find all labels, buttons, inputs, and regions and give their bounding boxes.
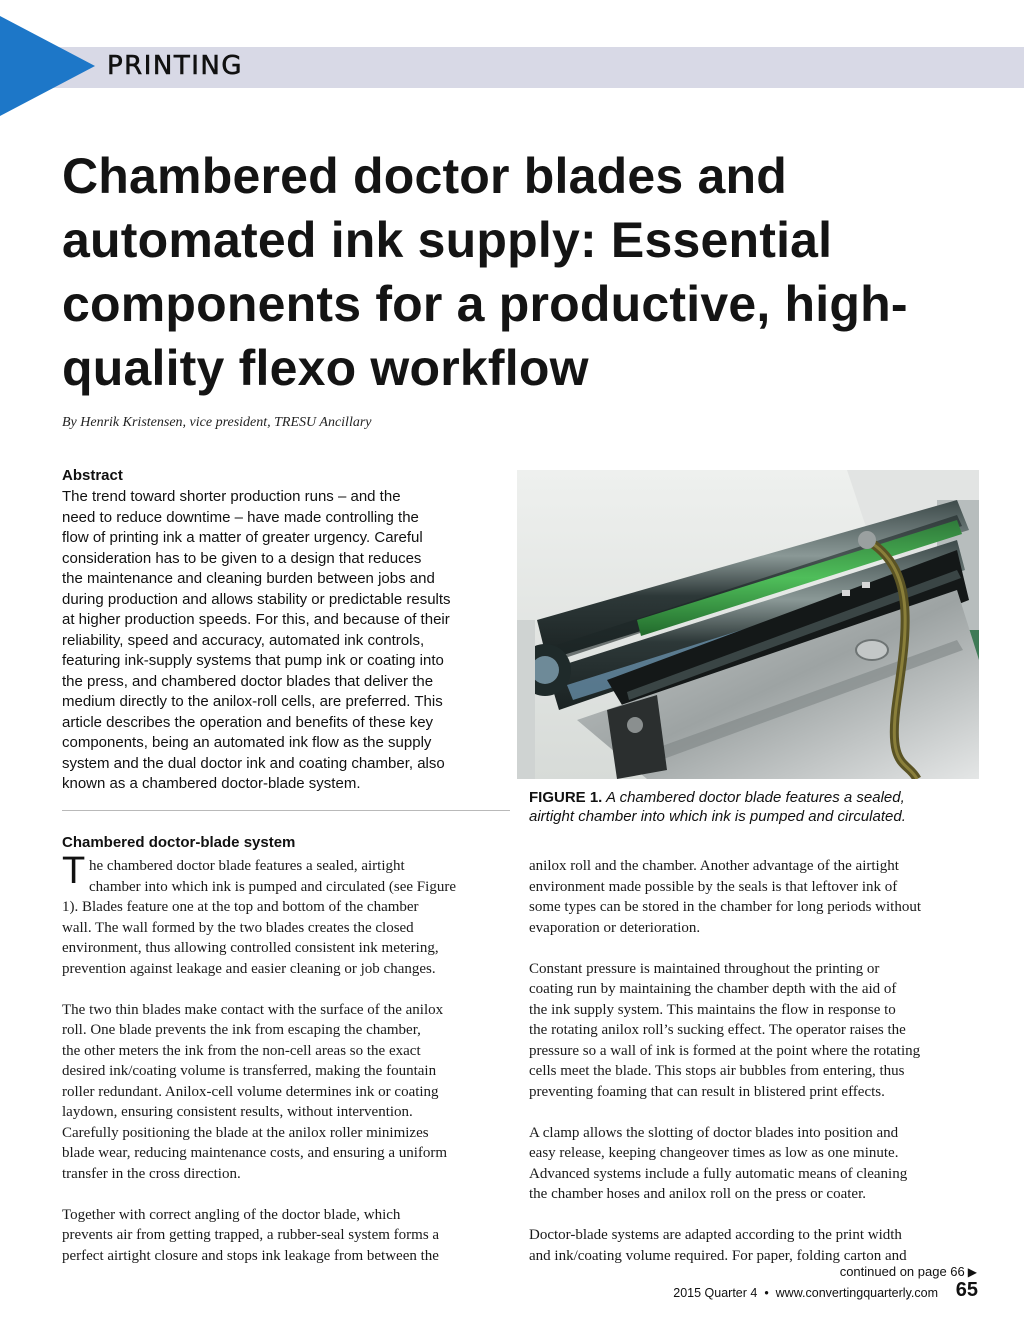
abstract-line: the press, and chambered doctor blades that deliver the: [62, 672, 434, 690]
body-line: evaporation or deterioration.: [529, 919, 701, 936]
figure-caption-line: A chambered doctor blade features a sealed,: [602, 789, 905, 806]
abstract-line: components, being an automated ink flow as the supply: [62, 734, 432, 751]
body-line: the ink supply system. This maintains the flow in response to: [529, 1001, 896, 1018]
body-line: Together with correct angling of the doctor blade, which: [62, 1206, 401, 1223]
body-line: prevention against leakage and easier cleaning or job changes.: [62, 960, 436, 977]
body-line: blade wear, reducing maintenance costs, and ensuring a uniform: [62, 1145, 448, 1161]
body-line: Doctor-blade systems are adapted according to the print width: [529, 1227, 902, 1243]
body-line: roll. One blade prevents the ink from escaping the chamber,: [62, 1022, 421, 1038]
issue-label: 2015 Quarter 4: [673, 1286, 758, 1300]
body-line: preventing foaming that can result in blistered print effects.: [529, 1083, 885, 1100]
right-triangle-icon: ▶: [967, 1265, 977, 1279]
continued-link[interactable]: [840, 1264, 977, 1279]
body-line: some types can be stored in the chamber for long periods without: [529, 899, 921, 915]
figure-photo-doctor-blade: [517, 470, 979, 779]
abstract-line: featuring ink-supply systems that pump ink or coating into: [62, 652, 444, 669]
page-number: 65: [955, 1279, 978, 1301]
footer-info: [673, 1286, 938, 1300]
body-line: transfer in the cross direction.: [62, 1165, 241, 1182]
article-title: Chambered doctor blades and automated ink supply: Essential components for a productive, high-quality flexo workflow: [62, 148, 908, 396]
body-line: chamber into which ink is pumped and circulated (see Figure: [89, 878, 456, 895]
body-line: Carefully positioning the blade at the anilox roller minimizes: [62, 1124, 429, 1141]
body-line: Constant pressure is maintained throughout the printing or: [529, 960, 880, 977]
body-column-left: [62, 856, 510, 1266]
body-line: and ink/coating volume required. For paper, folding carton and: [529, 1247, 907, 1264]
abstract-line: The trend toward shorter production runs – and the: [62, 488, 401, 505]
byline: By Henrik Kristensen, vice president, TRESU Ancillary: [62, 415, 372, 430]
body-line: pressure so a wall of ink is formed at the point where the rotating: [529, 1042, 921, 1059]
section-marker-triangle-icon: [0, 16, 95, 116]
website-link[interactable]: www.convertingquarterly.com: [775, 1286, 938, 1300]
body-line: desired ink/coating volume is transferred, making the fountain: [62, 1063, 437, 1079]
footer-bullet: •: [764, 1286, 769, 1300]
body-line: laydown, ensuring consistent results, without intervention.: [62, 1104, 413, 1120]
abstract-line: reliability, speed and accuracy, automated ink controls,: [62, 631, 425, 649]
abstract-line: article describes the operation and benefits of these key: [62, 713, 434, 731]
body-line: cells meet the blade. This stops air bubbles from entering, thus: [529, 1063, 905, 1079]
body-line: easy release, keeping changeover times as low as one minute.: [529, 1145, 899, 1161]
body-line: environment, thus allowing controlled consistent ink metering,: [62, 940, 439, 956]
figure-caption: [529, 788, 979, 826]
abstract-line: consideration has to be given to a design that reduces: [62, 549, 422, 567]
figure-label: FIGURE 1.: [529, 789, 603, 806]
abstract-line: known as a chambered doctor-blade system.: [62, 775, 361, 792]
body-line: the chamber hoses and anilox roll on the press or coater.: [529, 1186, 866, 1202]
body-line: perfect airtight closure and stops ink leakage from between the: [62, 1247, 439, 1264]
body-line: anilox roll and the chamber. Another advantage of the airtight: [529, 858, 899, 874]
abstract-line: medium directly to the anilox-roll cells, are preferred. This: [62, 693, 443, 710]
body-line: coating run by maintaining the chamber depth with the aid of: [529, 981, 897, 997]
figure-caption-line: airtight chamber into which ink is pumped and circulated.: [529, 808, 906, 825]
drop-cap: T: [62, 850, 86, 892]
body-line: the other meters the ink from the non-cell areas so the exact: [62, 1042, 421, 1059]
body-line: 1). Blades feature one at the top and bottom of the chamber: [62, 899, 419, 915]
body-line: The two thin blades make contact with the surface of the anilox: [62, 1001, 444, 1018]
abstract-line: need to reduce downtime – have made controlling the: [62, 508, 419, 526]
body-line: Advanced systems include a fully automatic means of cleaning: [529, 1165, 908, 1182]
abstract-line: during production and allows stability or predictable results: [62, 590, 451, 608]
body-line: A clamp allows the slotting of doctor blades into position and: [529, 1124, 899, 1141]
body-column-right: [529, 856, 979, 1266]
abstract-body: [62, 487, 507, 795]
section-heading: Chambered doctor-blade system: [62, 834, 296, 851]
abstract-line: flow of printing ink a matter of greater urgency. Careful: [62, 529, 423, 546]
abstract-heading: Abstract: [62, 467, 123, 484]
body-line: roller redundant. Anilox-cell volume determines ink or coating: [62, 1083, 439, 1100]
abstract-line: system and the dual doctor ink and coating chamber, also: [62, 754, 445, 772]
body-line: prevents air from getting trapped, a rubber-seal system forms a: [62, 1227, 440, 1243]
abstract-line: at higher production speeds. For this, and because of their: [62, 611, 450, 628]
continued-text: continued on page 66: [839, 1264, 965, 1279]
body-line: environment made possible by the seals is that leftover ink of: [529, 878, 898, 895]
abstract-line: the maintenance and cleaning burden between jobs and: [62, 570, 435, 587]
body-line: wall. The wall formed by the two blades creates the closed: [62, 919, 414, 936]
section-label: PRINTING: [107, 51, 244, 81]
body-line: the rotating anilox roll’s sucking effect. The operator raises the: [529, 1022, 906, 1038]
abstract-divider: [62, 810, 510, 811]
body-line: he chambered doctor blade features a sealed, airtight: [89, 858, 405, 874]
